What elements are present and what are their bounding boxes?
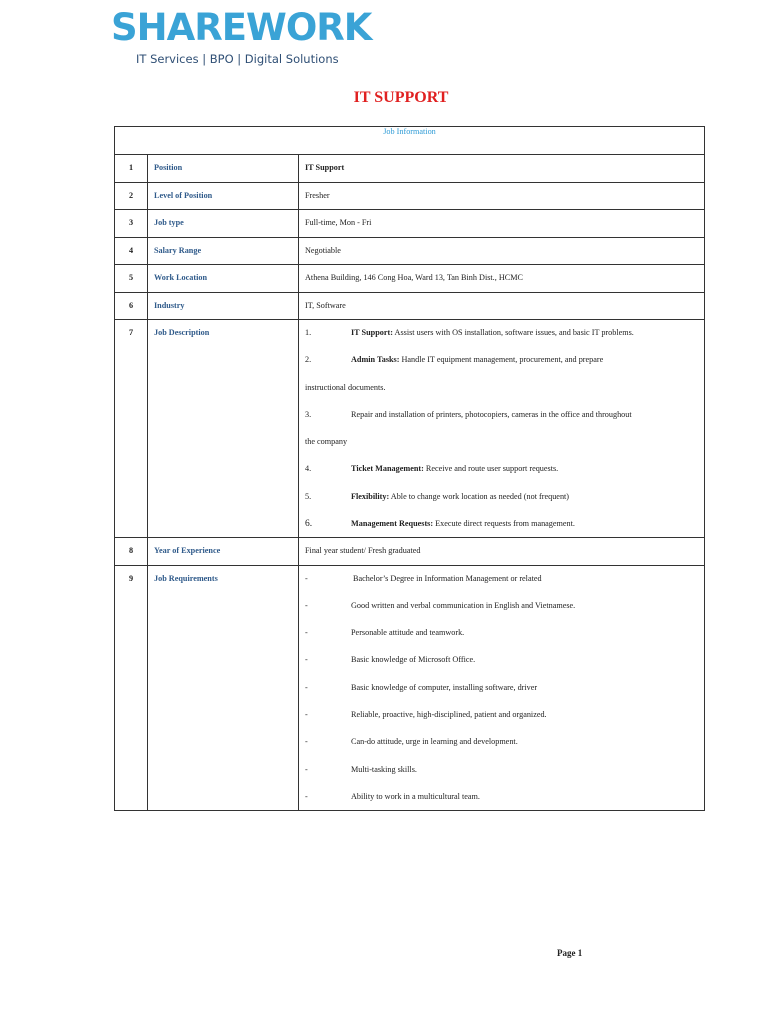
requirement-item: - Basic knowledge of computer, installing software, driver xyxy=(305,682,538,692)
company-logo: SHAREWORK xyxy=(111,6,372,49)
job-description-item: 6. Management Requests: Execute direct requests from management. xyxy=(305,519,575,530)
requirement-item: - Bachelor’s Degree in Information Management or related xyxy=(305,573,542,583)
row-number: 2 xyxy=(115,182,148,210)
row-number: 5 xyxy=(115,265,148,293)
requirement-item: - Can-do attitude, urge in learning and development. xyxy=(305,737,518,747)
table-row xyxy=(115,155,705,183)
job-requirements-list xyxy=(299,565,705,810)
table-row xyxy=(115,210,705,238)
position-value: IT Support xyxy=(305,163,345,172)
row-label: Job type xyxy=(148,210,299,238)
row-value xyxy=(299,155,705,183)
page-number: Page 1 xyxy=(557,948,583,958)
row-label: Job Description xyxy=(148,320,299,538)
job-description-item: the company xyxy=(305,437,348,447)
table-row xyxy=(115,320,705,538)
requirement-item: - Ability to work in a multicultural team. xyxy=(305,791,480,801)
job-information-table xyxy=(114,126,705,811)
row-value: Full-time, Mon - Fri xyxy=(299,210,705,238)
row-number: 6 xyxy=(115,292,148,320)
row-value: Fresher xyxy=(299,182,705,210)
job-description-item: 3. Repair and installation of printers, photocopiers, cameras in the office and throughout xyxy=(305,409,632,419)
job-description-list xyxy=(299,320,705,538)
row-label: Job Requirements xyxy=(148,565,299,810)
job-description-item: 4. Ticket Management: Receive and route user support requests. xyxy=(305,464,559,474)
row-number: 7 xyxy=(115,320,148,538)
row-label: Position xyxy=(148,155,299,183)
row-number: 9 xyxy=(115,565,148,810)
table-row xyxy=(115,265,705,293)
row-value: IT, Software xyxy=(299,292,705,320)
requirement-item: - Personable attitude and teamwork. xyxy=(305,628,465,638)
row-value: Athena Building, 146 Cong Hoa, Ward 13, Tan Binh Dist., HCMC xyxy=(299,265,705,293)
row-value: Negotiable xyxy=(299,237,705,265)
row-label: Work Location xyxy=(148,265,299,293)
requirement-item: - Reliable, proactive, high-disciplined, patient and organized. xyxy=(305,710,547,720)
table-row xyxy=(115,292,705,320)
row-label: Year of Experience xyxy=(148,538,299,566)
row-label: Salary Range xyxy=(148,237,299,265)
requirement-item: - Multi-tasking skills. xyxy=(305,764,417,774)
job-description-item: instructional documents. xyxy=(305,382,386,392)
row-number: 4 xyxy=(115,237,148,265)
table-header: Job Information xyxy=(115,127,705,155)
row-number: 3 xyxy=(115,210,148,238)
document-title: IT SUPPORT xyxy=(353,89,449,106)
table-row xyxy=(115,538,705,566)
job-description-item: 5. Flexibility: Able to change work location as needed (not frequent) xyxy=(305,491,570,501)
job-description-item: 1. IT Support: Assist users with OS installation, software issues, and basic IT problems. xyxy=(305,328,634,337)
job-description-item: 2. Admin Tasks: Handle IT equipment management, procurement, and prepare xyxy=(305,355,604,365)
row-value: Final year student/ Fresh graduated xyxy=(299,538,705,566)
row-number: 8 xyxy=(115,538,148,566)
requirement-item: - Good written and verbal communication in English and Vietnamese. xyxy=(305,600,576,610)
row-number: 1 xyxy=(115,155,148,183)
table-row xyxy=(115,565,705,810)
company-tagline: IT Services | BPO | Digital Solutions xyxy=(136,52,339,66)
requirement-item: - Basic knowledge of Microsoft Office. xyxy=(305,655,476,665)
row-label: Level of Position xyxy=(148,182,299,210)
row-label: Industry xyxy=(148,292,299,320)
table-row xyxy=(115,182,705,210)
table-row xyxy=(115,237,705,265)
